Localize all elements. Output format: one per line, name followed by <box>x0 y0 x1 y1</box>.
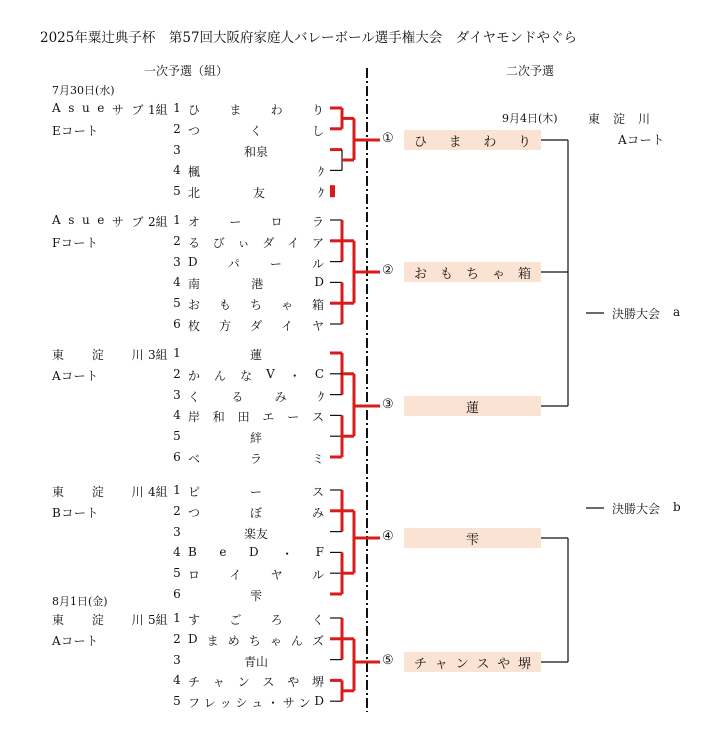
team-number: 3 <box>173 142 181 157</box>
team-number: 5 <box>173 694 181 709</box>
team-number: 6 <box>173 587 181 601</box>
team-number: 4 <box>173 673 181 688</box>
team-name: B e D ・ F <box>188 545 324 562</box>
team-number: 1 <box>173 611 181 625</box>
winner-box: チ ャ ン ス や 堺 <box>404 652 541 672</box>
group-venue: 東 淀 川 <box>52 485 144 499</box>
team-number: 2 <box>173 503 181 518</box>
team-name: く る み ｸ <box>188 389 324 404</box>
team-name: 南 港 D <box>188 275 324 292</box>
winner-box: 雫 <box>404 528 541 548</box>
winner-mark: ② <box>382 263 394 278</box>
team-number: 5 <box>173 296 181 311</box>
group-court: Eコート <box>52 124 99 138</box>
team-number: 2 <box>173 631 181 646</box>
finals-letter: a <box>673 305 681 319</box>
team-name: 雫 <box>249 589 262 603</box>
team-number: 6 <box>173 450 181 464</box>
team-number: 3 <box>173 652 181 667</box>
winner-box: 蓮 <box>404 396 541 416</box>
finals-label: 決勝大会 <box>612 307 661 321</box>
second-round-court: Aコート <box>618 133 665 147</box>
finals-label: 決勝大会 <box>612 502 661 516</box>
team-name: ロ イ ヤ ル <box>188 568 324 583</box>
winner-mark: ⑤ <box>382 653 394 668</box>
team-number: 4 <box>173 275 181 290</box>
team-name: ひ ま わ り <box>188 103 324 117</box>
first-round-header: 一次予選（組） <box>144 64 229 78</box>
bracket-connectors <box>330 68 604 712</box>
team-number: 1 <box>173 213 181 227</box>
team-name: チ ャ ン ス や 堺 <box>188 675 324 690</box>
winner-mark: ④ <box>382 529 394 544</box>
team-number: 1 <box>173 346 181 360</box>
team-name: 絆 <box>249 431 262 446</box>
team-name: か ん な V ・ C <box>188 366 324 383</box>
group-label: 3組 <box>148 348 168 362</box>
team-number: 2 <box>173 233 181 248</box>
team-number: 3 <box>173 524 181 539</box>
group-venue: 東 淀 川 <box>52 348 144 362</box>
team-name: す ご ろ く <box>188 613 324 627</box>
group-label: 5組 <box>148 613 168 627</box>
team-name: オ ー ロ ラ <box>188 215 324 229</box>
page-title: 2025年粟辻典子杯 第57回大阪府家庭人バレーボール選手権大会 ダイヤモンドやぐら <box>40 30 577 46</box>
team-number: 6 <box>173 317 181 331</box>
winner-box: ひ ま わ り <box>404 130 541 150</box>
team-name: 青 山 <box>243 654 269 669</box>
group-venue: A s u e サ ブ <box>52 213 144 229</box>
team-name: る び ぃ ダ イ ア <box>188 235 324 250</box>
team-number: 4 <box>173 545 181 560</box>
team-name: ピ ー ス <box>188 485 324 499</box>
bracket-mark <box>330 185 335 197</box>
team-name: つ く し <box>188 123 324 138</box>
team-name: D ま め ち ゃ ん ズ <box>188 631 324 648</box>
team-name: 和 泉 <box>243 144 269 159</box>
team-name: 楽 友 <box>243 526 269 541</box>
team-number: 3 <box>173 387 181 402</box>
team-name: 岸 和 田 エ ー ス <box>188 410 324 425</box>
team-name: お も ち ゃ 箱 <box>188 298 324 313</box>
team-number: 2 <box>173 366 181 381</box>
team-name: フ レ ッ シ ュ ・ サ ン D <box>188 694 324 711</box>
team-name: つ ぼ み <box>188 505 324 520</box>
second-round-header: 二次予選 <box>506 64 555 78</box>
team-number: 2 <box>173 121 181 136</box>
date-day1: 7月30日(水) <box>52 84 115 97</box>
team-name: 枚 方 ダ イ ヤ <box>188 319 324 333</box>
team-number: 5 <box>173 566 181 581</box>
team-number: 3 <box>173 254 181 269</box>
group-venue: A s u e サ ブ <box>52 101 144 117</box>
group-venue: 東 淀 川 <box>52 613 144 627</box>
winner-box: お も ち ゃ 箱 <box>404 262 541 282</box>
team-number: 5 <box>173 429 181 444</box>
team-name: 蓮 <box>249 348 262 362</box>
date-day3: 9月4日(木) <box>502 112 558 125</box>
finals-letter: b <box>673 500 681 514</box>
team-name: 楓 ｸ <box>188 165 324 180</box>
group-label: 4組 <box>148 485 168 499</box>
group-court: Fコート <box>52 236 99 250</box>
group-label: 1組 <box>148 103 168 117</box>
team-number: 4 <box>173 163 181 178</box>
second-round-venue: 東 淀 川 <box>588 112 651 126</box>
group-court: Bコート <box>52 506 99 520</box>
team-number: 4 <box>173 408 181 423</box>
winner-mark: ③ <box>382 397 394 412</box>
group-court: Aコート <box>52 634 99 648</box>
group-court: Aコート <box>52 369 99 383</box>
winner-mark: ① <box>382 131 394 146</box>
date-day2: 8月1日(金) <box>52 595 108 608</box>
team-number: 1 <box>173 483 181 497</box>
group-label: 2組 <box>148 215 168 229</box>
team-number: 1 <box>173 101 181 115</box>
team-name: ベ ラ ミ <box>188 452 324 466</box>
team-number: 5 <box>173 184 181 199</box>
team-name: 北 友 ｸ <box>188 186 324 201</box>
team-name: D パ ー ル <box>188 254 324 271</box>
